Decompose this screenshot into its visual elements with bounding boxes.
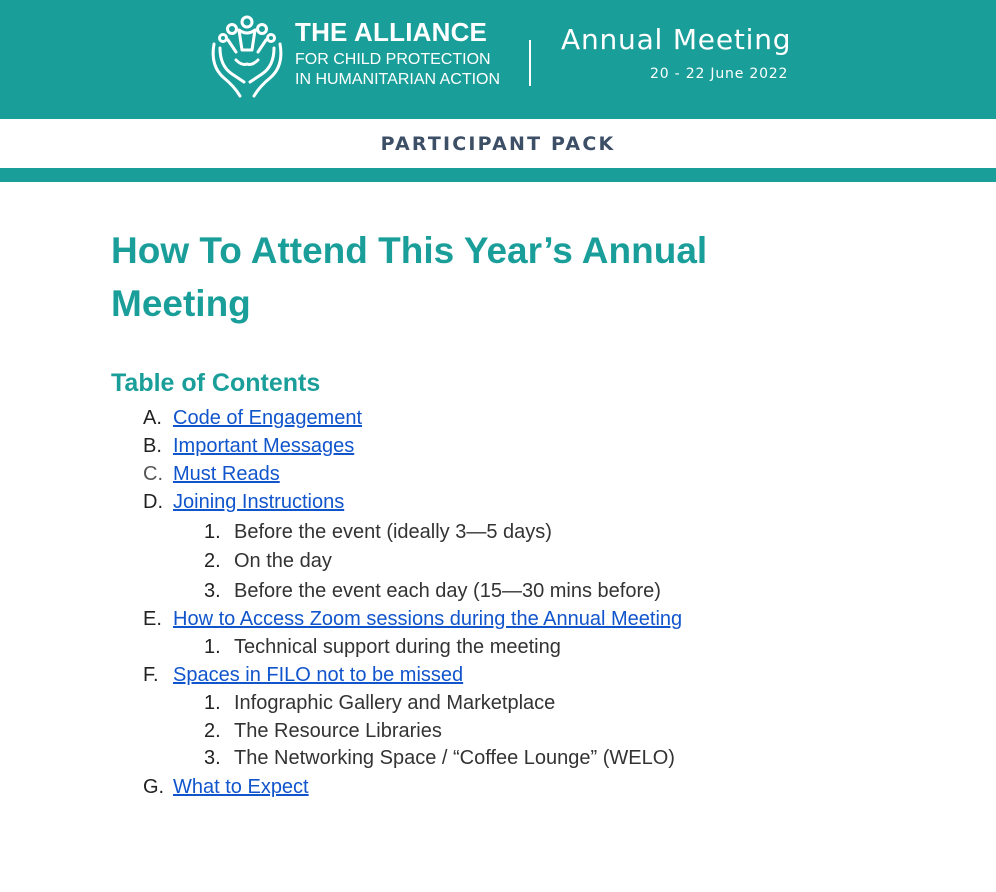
toc-link-spaces-in-filo[interactable]: Spaces in FILO not to be missed <box>173 664 464 686</box>
toc-sub-marker: 3. <box>204 580 221 602</box>
toc-link-code-of-engagement[interactable]: Code of Engagement <box>173 407 363 429</box>
toc-sub-marker: 1. <box>204 692 221 714</box>
toc-marker: B. <box>143 435 162 457</box>
toc-link-important-messages[interactable]: Important Messages <box>173 435 355 457</box>
toc-marker: E. <box>143 608 162 630</box>
page-title-line1: How To Attend This Year’s Annual <box>111 230 708 271</box>
toc-heading: Table of Contents <box>111 369 321 397</box>
toc-sub-marker: 1. <box>204 636 221 658</box>
event-title: Annual Meeting <box>561 23 792 56</box>
toc-sub-label: The Networking Space / “Coffee Lounge” (WELO) <box>234 747 675 769</box>
hands-holding-children-icon <box>206 14 288 100</box>
header-divider <box>529 40 531 86</box>
event-dates: 20 - 22 June 2022 <box>650 66 789 82</box>
toc-sub-label: On the day <box>234 550 332 572</box>
toc-link-joining-instructions[interactable]: Joining Instructions <box>173 491 345 513</box>
banner-rule <box>0 168 996 182</box>
org-subtitle <box>295 50 500 90</box>
toc-marker: G. <box>143 776 165 798</box>
toc-sub-label: The Resource Libraries <box>234 720 442 742</box>
header-band <box>0 0 996 119</box>
page-title-line2: Meeting <box>111 283 251 324</box>
toc-sub-marker: 3. <box>204 747 221 769</box>
toc-link-zoom-sessions[interactable]: How to Access Zoom sessions during the Annual Meeting <box>173 608 683 630</box>
participant-pack-label: PARTICIPANT PACK <box>380 133 616 155</box>
toc-sub-label: Before the event each day (15—30 mins before) <box>234 580 661 602</box>
toc-marker: A. <box>143 407 162 429</box>
toc-link-must-reads[interactable]: Must Reads <box>173 463 280 485</box>
toc-sub-label: Before the event (ideally 3—5 days) <box>234 521 552 543</box>
toc-link-what-to-expect[interactable]: What to Expect <box>173 776 309 798</box>
toc-sub-label: Technical support during the meeting <box>234 636 561 658</box>
toc-sub-label: Infographic Gallery and Marketplace <box>234 692 556 714</box>
toc-marker: D. <box>143 491 163 513</box>
org-subtitle-line2: IN HUMANITARIAN ACTION <box>295 71 501 88</box>
org-subtitle-line1: FOR CHILD PROTECTION <box>295 51 491 68</box>
toc-marker: F. <box>143 664 159 686</box>
toc-sub-marker: 2. <box>204 720 221 742</box>
toc-sub-marker: 1. <box>204 521 221 543</box>
org-name: THE ALLIANCE <box>295 17 488 47</box>
toc-sub-marker: 2. <box>204 550 221 572</box>
page-title <box>111 224 831 330</box>
toc-marker: C. <box>143 463 163 485</box>
